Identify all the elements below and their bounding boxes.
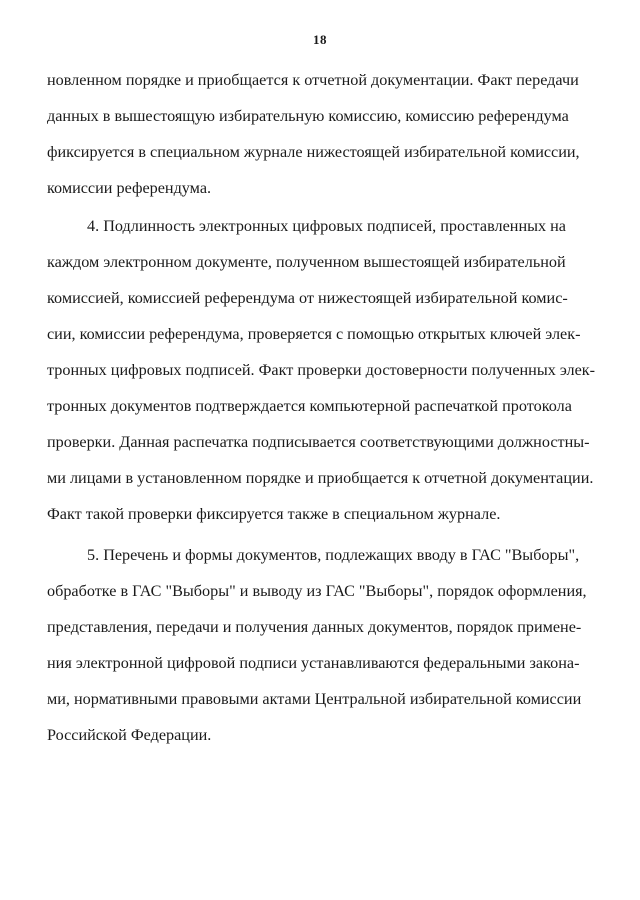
paragraph-1-line-1: новленном порядке и приобщается к отчетной документации. Факт передачи [47,71,579,89]
paragraph-1-line-2: данных в вышестоящую избирательную комиссию, комиссию референдума [47,107,569,125]
paragraph-2-line-4: сии, комиссии референдума, проверяется с помощью открытых ключей элек- [47,325,581,343]
paragraph-3-line-4: ния электронной цифровой подписи устанавливаются федеральными закона- [47,654,580,672]
paragraph-1-line-4: комиссии референдума. [47,179,212,197]
paragraph-2-line-5: тронных цифровых подписей. Факт проверки достоверности полученных элек- [47,361,596,379]
paragraph-3-line-1: 5. Перечень и формы документов, подлежащих вводу в ГАС "Выборы", [87,546,580,564]
page-number: 18 [313,32,327,47]
paragraph-2-line-9: Факт такой проверки фиксируется также в специальном журнале. [47,505,501,523]
paragraph-2-line-8: ми лицами в установленном порядке и приобщается к отчетной документации. [47,469,594,487]
paragraph-2-line-1: 4. Подлинность электронных цифровых подписей, проставленных на [87,217,566,235]
paragraph-1-line-3: фиксируется в специальном журнале нижестоящей избирательной комиссии, [47,143,580,161]
paragraph-2-line-3: комиссией, комиссией референдума от нижестоящей избирательной комис- [47,289,568,307]
paragraph-3-line-2: обработке в ГАС "Выборы" и выводу из ГАС "Выборы", порядок оформления, [47,582,587,600]
paragraph-3-line-3: представления, передачи и получения данных документов, порядок примене- [47,618,582,636]
paragraph-2-line-7: проверки. Данная распечатка подписывается соответствующими должностны- [47,433,590,451]
paragraph-2-line-6: тронных документов подтверждается компьютерной распечаткой протокола [47,397,572,415]
paragraph-3-line-5: ми, нормативными правовыми актами Центральной избирательной комиссии [47,690,582,708]
paragraph-3-line-6: Российской Федерации. [47,726,212,744]
paragraph-2-line-2: каждом электронном документе, полученном вышестоящей избирательной [47,253,566,271]
